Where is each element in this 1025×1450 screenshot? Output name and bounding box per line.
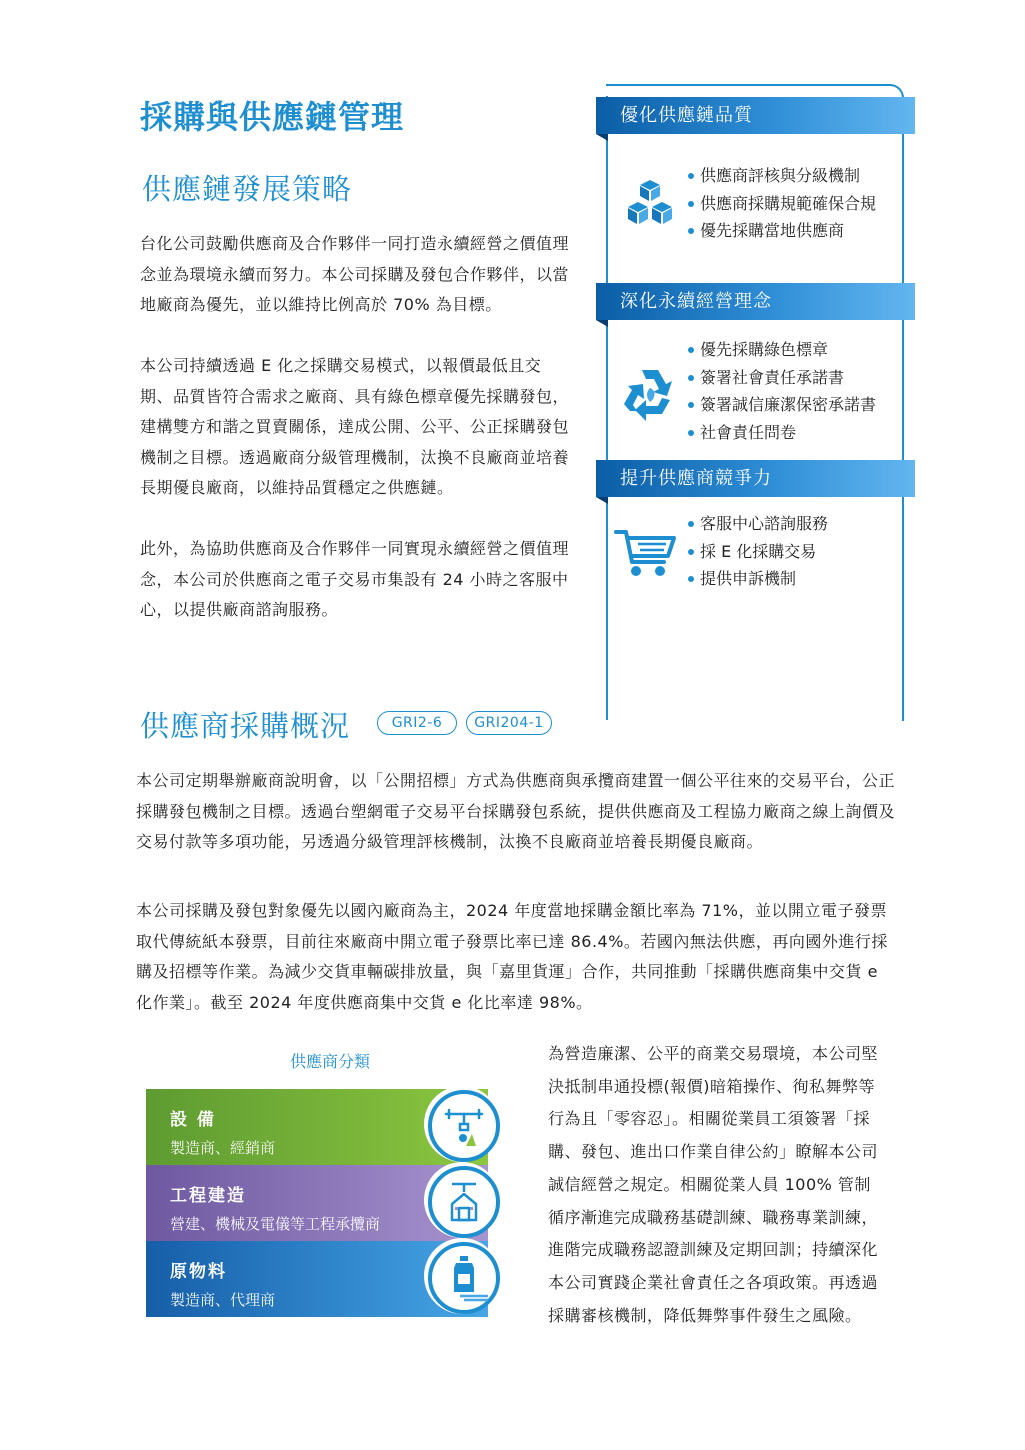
- strategy-paragraph-2: 本公司持續透過 E 化之採購交易模式，以報價最低且交期、品質皆符合需求之廠商、具有綠色標章優先採購發包，建構雙方和諧之買賣關係，達成公開、公平、公正採購發包機制之目標。透過廠商分級管理機制，汰換不良廠商並培養長期優良廠商，以維持品質穩定之供應鏈。: [140, 356, 570, 497]
- category-sub: 營建、機械及電儀等工程承攬商: [170, 1215, 381, 1233]
- side-section-title: 優化供應鏈品質: [596, 97, 915, 134]
- list-item: 採 E 化採購交易: [688, 538, 828, 566]
- materials-icon: [428, 1242, 500, 1314]
- list-item: 客服中心諮詢服務: [688, 510, 828, 538]
- page-title: 採購與供應鏈管理: [140, 98, 405, 136]
- gri-tag: GRI204-1: [466, 711, 552, 735]
- building-icon: [428, 1166, 500, 1238]
- side-panel-frame-right: [902, 320, 904, 462]
- procurement-paragraph-1: 本公司定期舉辦廠商說明會，以「公開招標」方式為供應商與承攬商建置一個公平往來的交易平台，公正採購發包機制之目標。透過台塑網電子交易平台採購發包系統，提供供應商及工程協力廠商之線上詢價及交易付款等多項功能，另透過分級管理評核機制，汰換不良廠商並培養長期優良廠商。: [136, 771, 896, 851]
- category-sub: 製造商、經銷商: [170, 1139, 276, 1157]
- cubes-icon: [620, 176, 680, 236]
- side-section-title: 提升供應商競爭力: [596, 460, 915, 497]
- side-panel-frame-right: [902, 497, 904, 721]
- strategy-paragraph-3: 此外，為協助供應商及合作夥伴一同實現永續經營之價值理念，本公司於供應商之電子交易市集設有 24 小時之客服中心，以提供廠商諮詢服務。: [140, 539, 570, 619]
- list-item: 優先採購綠色標章: [688, 336, 876, 364]
- category-sub: 製造商、代理商: [170, 1291, 276, 1309]
- equipment-icon: [428, 1090, 500, 1162]
- procurement-paragraph-3: 為營造廉潔、公平的商業交易環境，本公司堅決抵制串通投標(報價)暗箱操作、徇私舞弊等行為且「零容忍」。相關從業員工須簽署「採購、發包、進出口作業自律公約」瞭解本公司誠信經營之規定。相關從業人員 100% 管制循序漸進完成職務基礎訓練、職務專業訓練，進階完成職務認證訓練及定期回訓；持續深化本公司實踐企業社會責任之各項政策。再透過採購審核機制，降低舞弊事件發生之風險。: [548, 1044, 879, 1325]
- list-item: 供應商評核與分級機制: [688, 162, 876, 190]
- recycle-icon: [620, 364, 680, 424]
- side-section-list: [688, 336, 876, 446]
- gri-tag: GRI2-6: [377, 711, 457, 735]
- band-fold: [596, 320, 608, 327]
- procurement-paragraph-2: 本公司採購及發包對象優先以國內廠商為主，2024 年度當地採購金額比率為 71%，並以開立電子發票取代傳統紙本發票，目前往來廠商中開立電子發票比率已達 86.4%。若國內無法供應，再向國外進行採購及招標等作業。為減少交貨車輛碳排放量，與「嘉里貨運」合作，共同推動「採購供應商集中交貨 e 化作業」。截至 2024 年度供應商集中交貨 e 化比率達 98%。: [136, 901, 888, 1012]
- list-item: 簽署社會責任承諾書: [688, 364, 876, 392]
- section-title-strategy: 供應鏈發展策略: [142, 172, 353, 206]
- side-section-title: 深化永續經營理念: [596, 283, 915, 320]
- category-name: 原物料: [170, 1262, 227, 1282]
- band-fold: [596, 134, 608, 141]
- section-title-procurement: 供應商採購概況: [140, 709, 351, 743]
- shopping-cart-icon: [614, 528, 674, 588]
- list-item: 簽署誠信廉潔保密承諾書: [688, 391, 876, 419]
- category-name: 設 備: [170, 1110, 216, 1130]
- strategy-paragraph-1: 台化公司鼓勵供應商及合作夥伴一同打造永續經營之價值理念並為環境永續而努力。本公司採購及發包合作夥伴，以當地廠商為優先，並以維持比例高於 70% 為目標。: [140, 234, 570, 314]
- list-item: 優先採購當地供應商: [688, 217, 876, 245]
- side-panel-frame-top: [606, 84, 904, 98]
- side-panel-frame-left: [606, 96, 608, 720]
- side-section-list: [688, 510, 828, 593]
- list-item: 供應商採購規範確保合規: [688, 190, 876, 218]
- band-fold: [596, 497, 608, 504]
- side-section-list: [688, 162, 876, 245]
- list-item: 提供申訴機制: [688, 565, 828, 593]
- category-name: 工程建造: [170, 1186, 246, 1206]
- categories-title: 供應商分類: [290, 1052, 371, 1071]
- list-item: 社會責任問卷: [688, 419, 876, 447]
